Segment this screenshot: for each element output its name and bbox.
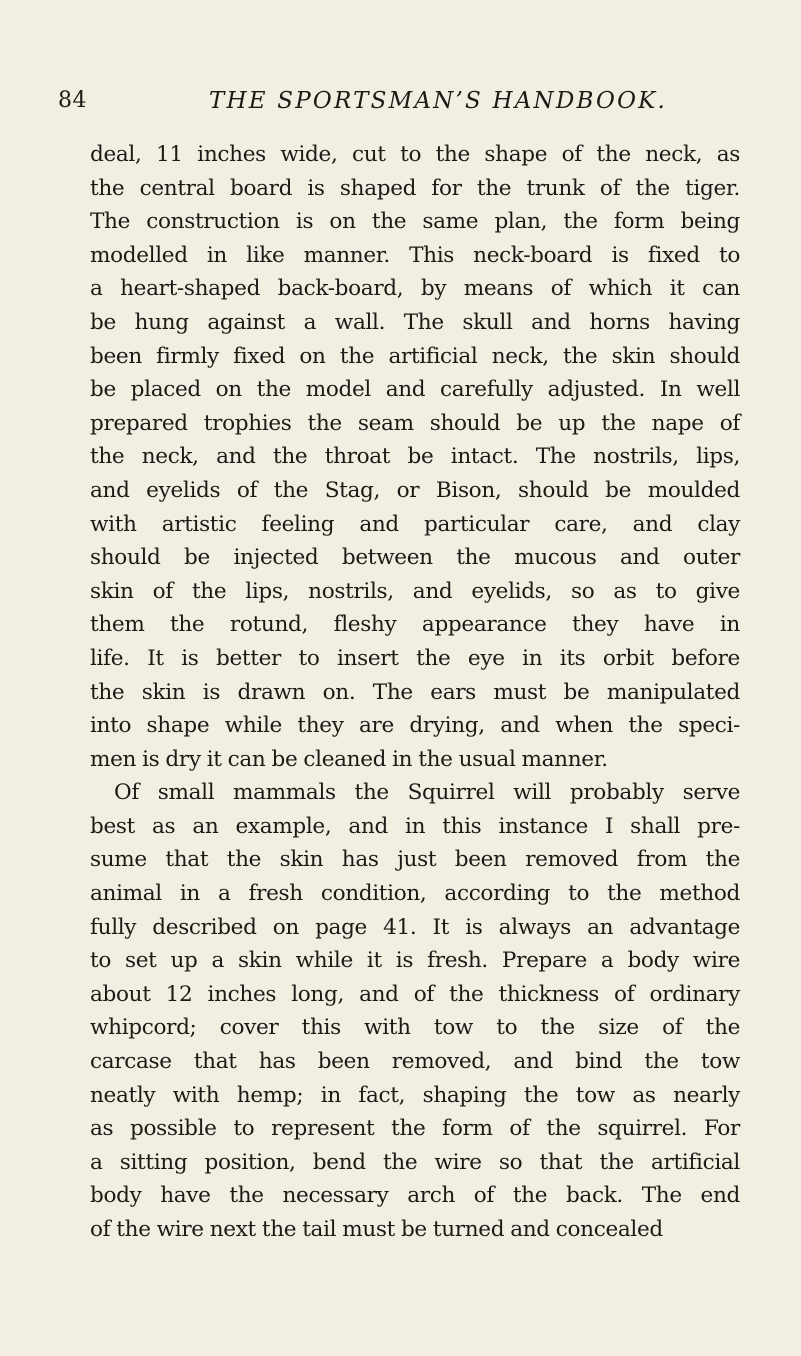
text-line: to set up a skin while it is fresh. Prepare a body wire bbox=[90, 948, 740, 974]
text-line: whipcord; cover this with tow to the size of the bbox=[90, 1015, 740, 1041]
text-line: into shape while they are drying, and when the speci- bbox=[90, 713, 740, 739]
text-line: and eyelids of the Stag, or Bison, should be moulded bbox=[90, 477, 740, 503]
text-line: The construction is on the same plan, the form being bbox=[90, 209, 740, 235]
text-line: men is dry it can be cleaned in the usual manner. bbox=[90, 746, 608, 772]
text-line: Of small mammals the Squirrel will probably serve bbox=[114, 780, 740, 806]
text-line: the skin is drawn on. The ears must be manipulated bbox=[90, 679, 740, 705]
text-line: fully described on page 41. It is always an advantage bbox=[90, 914, 740, 940]
text-line: them the rotund, fleshy appearance they have in bbox=[90, 612, 740, 638]
text-line: life. It is better to insert the eye in its orbit before bbox=[90, 645, 740, 671]
text-line: about 12 inches long, and of the thickness of ordinary bbox=[90, 981, 740, 1007]
text-line: be hung against a wall. The skull and horns having bbox=[90, 309, 740, 335]
text-line: with artistic feeling and particular care, and clay bbox=[90, 511, 740, 537]
page-number: 84 bbox=[58, 88, 87, 113]
text-line: deal, 11 inches wide, cut to the shape of the neck, as bbox=[90, 142, 740, 167]
text-line: a sitting position, bend the wire so that the artificial bbox=[90, 1149, 740, 1175]
text-line: body have the necessary arch of the back. The end bbox=[90, 1183, 740, 1209]
text-line: sume that the skin has just been removed from the bbox=[90, 847, 740, 873]
text-line: of the wire next the tail must be turned and concealed bbox=[90, 1217, 663, 1242]
text-line: neatly with hemp; in fact, shaping the tow as nearly bbox=[90, 1082, 740, 1108]
text-line: be placed on the model and carefully adjusted. In well bbox=[90, 377, 740, 403]
text-line: should be injected between the mucous and outer bbox=[90, 545, 740, 571]
text-line: carcase that has been removed, and bind the tow bbox=[90, 1049, 740, 1075]
body-text bbox=[90, 138, 740, 1247]
text-line: skin of the lips, nostrils, and eyelids, so as to give bbox=[90, 578, 740, 604]
text-line: modelled in like manner. This neck-board is fixed to bbox=[90, 242, 740, 268]
paragraph-2 bbox=[90, 776, 740, 1246]
paragraph-1 bbox=[90, 138, 740, 776]
text-line: as possible to represent the form of the squirrel. For bbox=[90, 1116, 740, 1142]
text-line: the central board is shaped for the trunk of the tiger. bbox=[90, 175, 740, 201]
text-line: animal in a fresh condition, according to the method bbox=[90, 881, 740, 907]
running-head-title: THE SPORTSMAN’S HANDBOOK. bbox=[208, 88, 668, 114]
running-head bbox=[58, 88, 748, 128]
text-line: the neck, and the throat be intact. The nostrils, lips, bbox=[90, 444, 740, 470]
text-line: best as an example, and in this instance I shall pre- bbox=[90, 813, 740, 839]
text-line: been firmly fixed on the artificial neck, the skin should bbox=[90, 343, 740, 369]
text-line: prepared trophies the seam should be up the nape of bbox=[90, 410, 740, 436]
text-line: a heart-shaped back-board, by means of which it can bbox=[90, 276, 740, 302]
